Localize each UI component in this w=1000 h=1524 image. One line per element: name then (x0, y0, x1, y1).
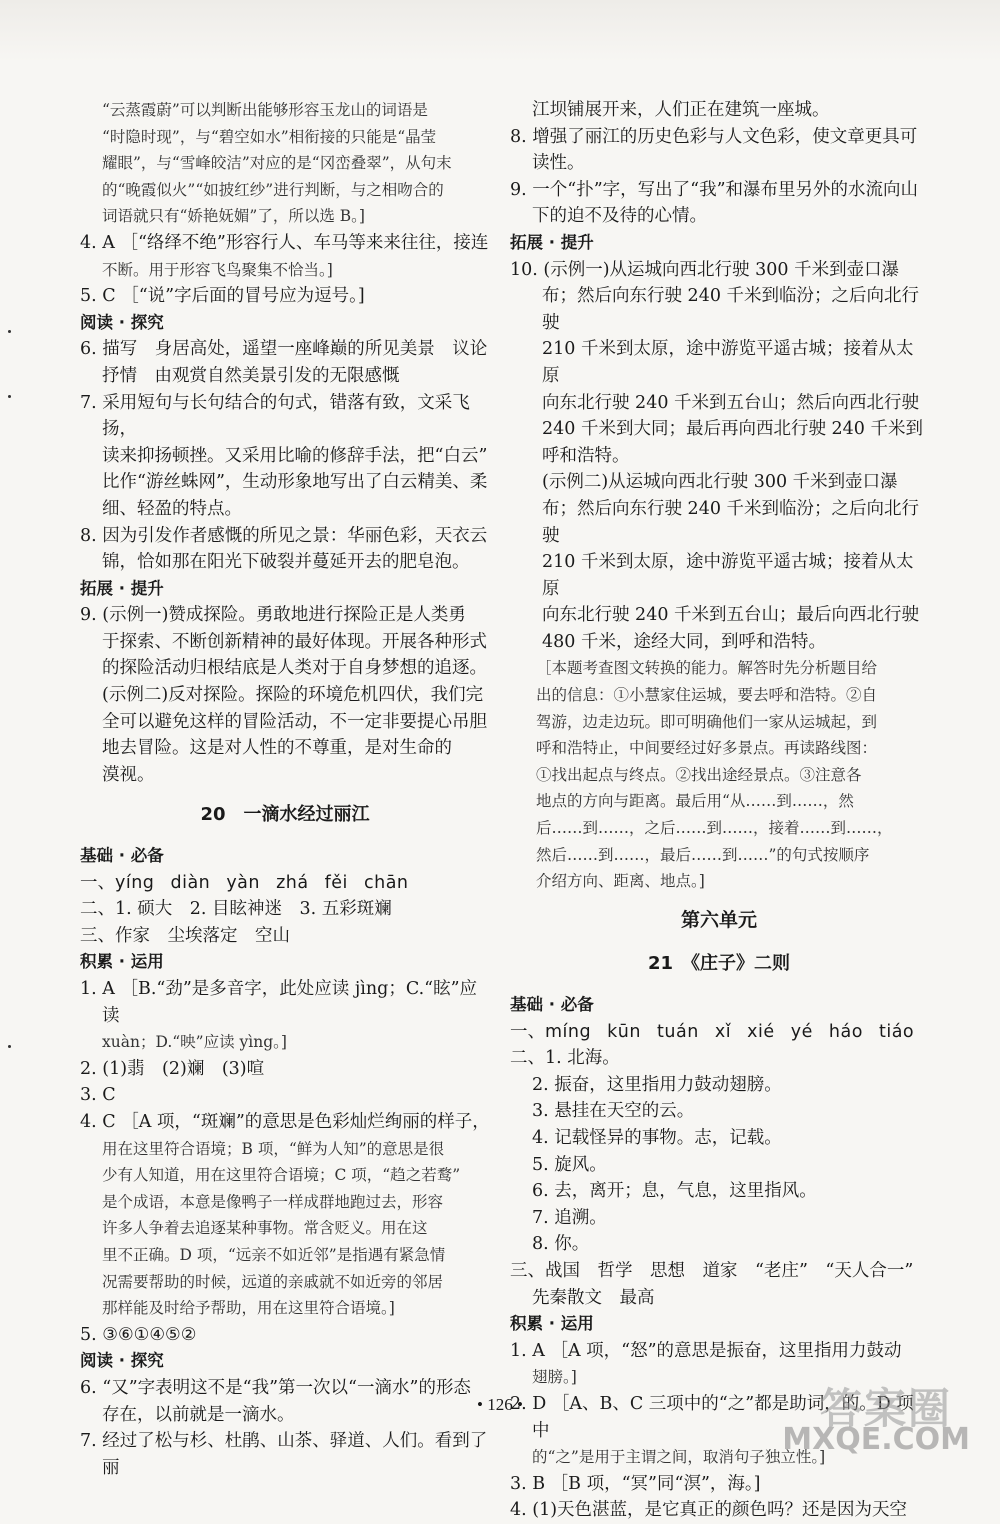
basic-1-pinyin: 一、yíng diàn yàn zhá fěi chān (80, 872, 409, 893)
read-9: 9. 一个“扑”字，写出了“我”和瀑布里另外的水流向山 下的迫不及待的心情。 (510, 179, 919, 227)
extend-10-note: ［本题考查图文转换的能力。解答时先分析题目给 出的信息：①小慧家住运城，要去呼和浩特。②自 驾游，边走边玩。即可明确他们一家从运城起，到 呼和浩特止，中间要经过好多景点。再读路线图： ①找出起点与终点。②找出途经景点。③注意各 地点的方向与距离。最后用“从……到……，然 后……到……，之后……到……，接着……到……， 然后……到……，最后……到……”的句式按顺序 介绍方向、距离、地点。] (536, 659, 893, 891)
scan-speck (8, 330, 11, 333)
basic-2-list: 二、1. 北海。 2. 振奋，这里指用力鼓动翅膀。 3. 悬挂在天空的云。 4. 记载怪异的事物。志，记载。 5. 旋风。 6. 去，离开；息，气息，这里指风。 7. 追溯。 8. 你。 (510, 1048, 817, 1255)
lesson-title: 21 《庄子》二则 (647, 953, 791, 975)
watermark-logo (782, 1376, 980, 1461)
watermark-bottom-text: MXQE.COM (782, 1422, 970, 1457)
section-heading: 基础 · 必备 (80, 846, 164, 866)
section-heading: 阅读 · 探究 (80, 312, 164, 332)
section-heading: 积累 · 运用 (80, 952, 164, 972)
scan-speck (8, 395, 11, 398)
answer-5: 5. C ［“说”字后面的冒号应为逗号。] (80, 286, 365, 307)
watermark-top-text: 答案圈 (819, 1384, 952, 1433)
accum-2: 2. (1)翡 (2)斓 (3)喧 (80, 1058, 265, 1079)
answer-7: 7. 采用短句与长句结合的句式，错落有致，文采飞扬， 读来抑扬顿挫。又采用比喻的修辞手法，把“白云” 比作“游丝蛛网”，生动形象地写出了白云精美、柔 细、轻盈的特点。 (80, 392, 488, 519)
accum-3: 3. B ［B 项，“冥”同“溟”，海。] (510, 1473, 761, 1494)
read-7-continued: 江坝铺展开来，人们正在建筑一座城。 (532, 100, 830, 120)
basic-2: 二、1. 硕大 2. 目眩神迷 3. 五彩斑斓 (80, 899, 392, 920)
answer-6: 6. 描写 身居高处，遥望一座峰巅的所见美景 议论 抒情 由观赏自然美景引发的无限感慨 (80, 339, 488, 386)
section-heading: 拓展 · 提升 (510, 232, 594, 252)
lesson-title: 20 一滴水经过丽江 (200, 804, 370, 826)
unit-title: 第六单元 (680, 908, 757, 931)
scan-speck (8, 1045, 11, 1048)
basic-3: 三、作家 尘埃落定 空山 (80, 925, 290, 946)
accum-3: 3. C (80, 1085, 116, 1106)
basic-1-pinyin: 一、míng kūn tuán xǐ xié yé háo tiáo (510, 1021, 915, 1042)
accum-5: 5. ③⑥①④⑤② (80, 1324, 197, 1345)
basic-3: 三、战国 哲学 思想 道家 “老庄” “天人合一” 先秦散文 最高 (510, 1260, 914, 1308)
answer-4: 4. A ［“络绎不绝”形容行人、车马等来来往往，接连 不断。用于形容飞鸟聚集不恰当。] (80, 232, 489, 279)
left-column (80, 97, 490, 1481)
page-number: • 126 • (477, 1395, 523, 1414)
section-heading: 基础 · 必备 (510, 995, 594, 1014)
answer-9: 9. (示例一)赞成探险。勇敢地进行探险正是人类勇 于探索、不断创新精神的最好体现。开展各种形式 的探险活动归根结底是人类对于自身梦想的追逐。 (示例二)反对探险。探险的环境危机四伏，我们完 全可以避免这样的冒险活动，不一定非要提心吊胆 地去冒险。这是对人性的不尊重，是对生命的 漠视。 (80, 605, 487, 785)
read-6: 6. “又”字表明这不是“我”第一次以“一滴水”的形态 存在，以前就是一滴水。 (80, 1377, 471, 1425)
section-heading: 拓展 · 提升 (80, 578, 164, 598)
accum-1: 1. A ［B.“劲”是多音字，此处应读 jìng；C.“眩”应读 xuàn；D.“映”应读 yìng。] (80, 979, 478, 1052)
extend-10: 10. (示例一)从运城向西北行驶 300 千米到壶口瀑 布；然后向东行驶 240 千米到临汾；之后向北行驶 210 千米到太原，途中游览平遥古城；接着从太原 向东北行驶 240 千米到五台山；然后向西北行驶 240 千米到大同；最后再向西北行驶 240 千米到 呼和浩特。 (示例二)从运城向西北行驶 300 千米到壶口瀑 布；然后向东行驶 240 千米到临汾；之后向北行驶 210 千米到太原，途中游览平遥古城；接着从太原 向东北行驶 240 千米到五台山；最后向西北行驶 480 千米，途经大同，到呼和浩特。 (510, 259, 923, 652)
accum-4: 4. (1)天色湛蓝，是它真正的颜色吗？还是因为天空 (510, 1500, 908, 1521)
section-heading: 积累 · 运用 (510, 1314, 594, 1334)
right-column (510, 97, 928, 1524)
section-heading: 阅读 · 探究 (80, 1351, 164, 1371)
accum-4: 4. C ［A 项，“斑斓”的意思是色彩灿烂绚丽的样子， 用在这里符合语境；B 项，“鲜为人知”的意思是很 少有人知道，用在这里符合语境；C 项，“趋之若鹜” 是个成语，本意是像鸭子一样成群地跑过去，形容 许多人争着去追逐某种事物。常含贬义。用在这 里不正确。D 项，“远亲不如近邻”是指遇有紧急情 况需要帮助的时候，远道的亲戚就不如近旁的邻居 那样能及时给予帮助，用在这里符合语境。] (80, 1111, 490, 1318)
q3-explanation: “云蒸霞蔚”可以判断出能够形容玉龙山的词语是 “时隐时现”，与“碧空如水”相衔接的只能是“晶莹 耀眼”，与“雪峰皎洁”对应的是“冈峦叠翠”，从句末 的“晚霞似火”“如披红纱”进行判断，与之相吻合的 词语就只有“娇艳妩媚”了，所以选 B。] (102, 101, 452, 226)
scan-top-shadow (0, 0, 1000, 62)
read-8: 8. 增强了丽江的历史色彩与人文色彩，使文章更具可 读性。 (510, 126, 918, 174)
answer-8: 8. 因为引发作者感慨的所见之景：华丽色彩，天衣云 锦，恰如那在阳光下破裂并蔓延开去的肥皂泡。 (80, 525, 488, 573)
read-7: 7. 经过了松与杉、杜鹃、山茶、驿道、人们。看到了丽 (80, 1431, 488, 1478)
accum-2: 2. D ［A、B、C 三项中的“之”都是助词，的。D 项中 的“之”是用于主谓之间，取消句子独立性。] (510, 1393, 914, 1467)
accum-1: 1. A ［A 项，“怒”的意思是振奋，这里指用力鼓动 翅膀。] (510, 1340, 902, 1387)
